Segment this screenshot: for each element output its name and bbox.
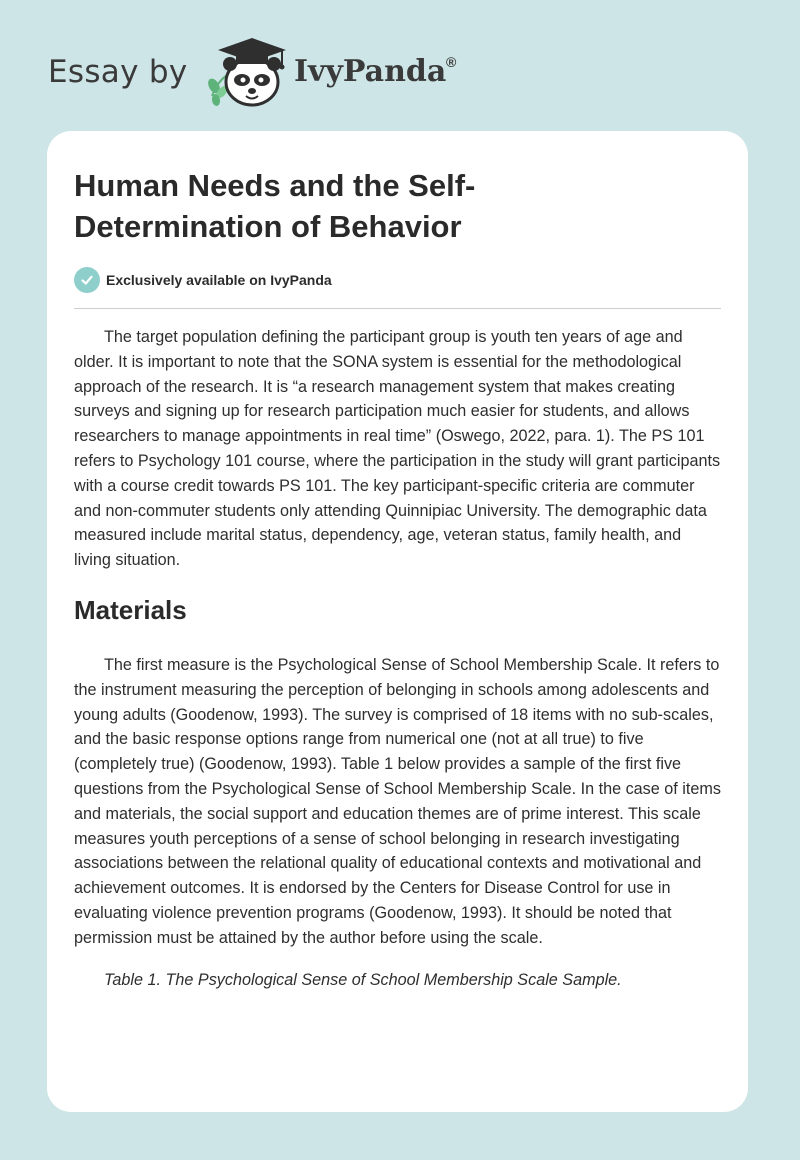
brand-header[interactable] — [48, 34, 468, 110]
brand-prefix: Essay by — [48, 54, 188, 90]
exclusive-label: Exclusively available on IvyPanda — [106, 272, 332, 288]
check-icon — [74, 267, 100, 293]
divider — [74, 308, 721, 309]
paragraph-participants: The target population defining the participant group is youth ten years of age and older. It is important to note that the SONA system is essential for the methodological approach of the research. It is “a research management system that makes creating surveys and signing up for research participation much easier for students, and allows researchers to manage appointments in real time” (Oswego, 2022, para. 1). The PS 101 refers to Psychology 101 course, where the participation in the study will grant participants with a course credit towards PS 101. The key participant-specific criteria are commuter and non-commuter students only attending Quinnipiac University. The demographic data measured include marital status, dependency, age, veteran status, family health, and living situation. — [74, 328, 721, 570]
brand-name: IvyPanda — [294, 54, 447, 89]
paragraph-materials: The first measure is the Psychological Sense of School Membership Scale. It refers to the instrument measuring the perception of belonging in schools among adolescents and young adults (Goodenow, 1993). The survey is comprised of 18 items with no sub-scales, and the basic response options range from numerical one (not at all true) to five (completely true) (Goodenow, 1993). Table 1 below provides a sample of the first five questions from the Psychological Sense of School Membership Scale. In the case of items and materials, the social support and education themes are of prime interest. This scale measures youth perceptions of a sense of school belonging in research investigating associations between the relational quality of educational contexts and motivational and achievement outcomes. It is endorsed by the Centers for Disease Control for use in evaluating violence prevention programs (Goodenow, 1993). It should be noted that permission must be attained by the author before using the scale. — [74, 655, 721, 947]
article-title: Human Needs and the Self-Determination of Behavior — [74, 168, 476, 244]
panda-logo-icon — [202, 34, 290, 110]
exclusive-badge — [74, 266, 721, 294]
section-heading-materials: Materials — [74, 594, 187, 625]
registered-mark: ® — [446, 54, 457, 70]
table-caption: Table 1. The Psychological Sense of School Membership Scale Sample. — [104, 970, 622, 989]
article-card — [47, 131, 748, 1112]
